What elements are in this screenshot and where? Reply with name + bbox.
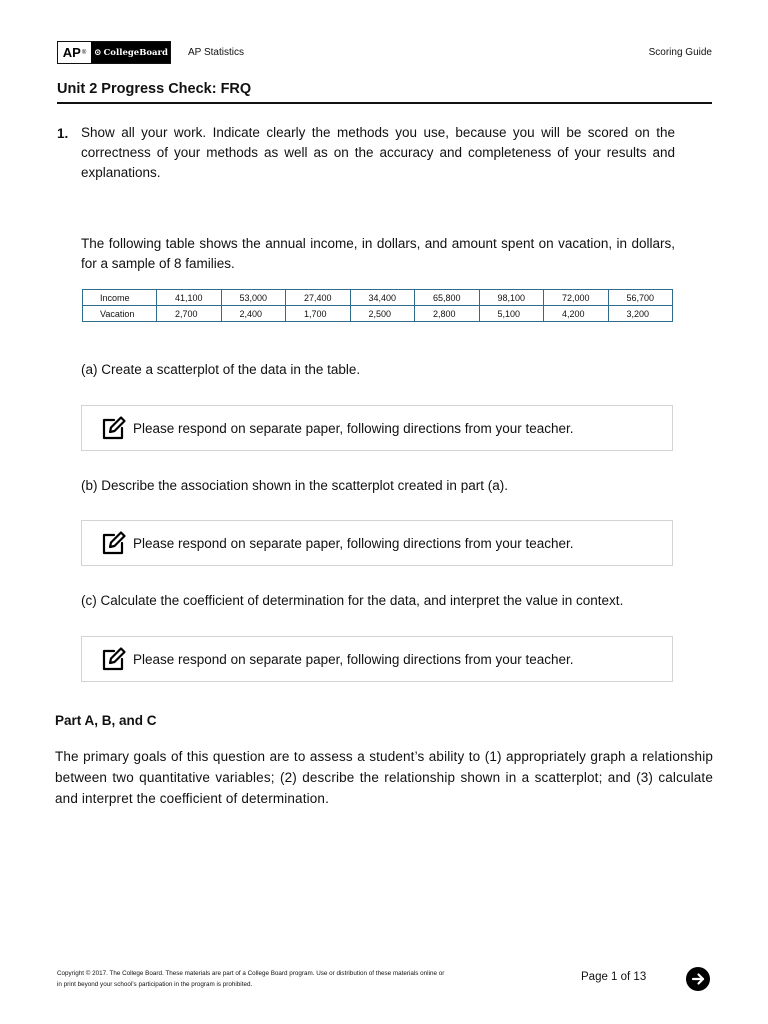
table-cell: 1,700 [286,306,351,322]
row-label: Income [83,290,157,306]
pencil-square-icon [101,415,127,441]
table-cell: 98,100 [479,290,544,306]
table-cell: 65,800 [415,290,480,306]
guide-label: Scoring Guide [648,47,712,58]
part-b-prompt: (b) Describe the association shown in the scatterplot created in part (a). [81,478,508,493]
data-table [82,289,673,322]
table-row-income [83,290,673,306]
table-cell: 2,500 [350,306,415,322]
row-label: Vacation [83,306,157,322]
part-c-response-box[interactable] [81,636,673,682]
table-cell: 2,800 [415,306,480,322]
table-cell: 56,700 [608,290,673,306]
page-title: Unit 2 Progress Check: FRQ [57,81,252,97]
pencil-square-icon [101,646,127,672]
part-a-prompt: (a) Create a scatterplot of the data in the table. [81,362,361,377]
copyright-notice: Copyright © 2017. The College Board. These materials are part of a College Board program. Use or distribution of these materials online or in print beyond your school’s participation in the program is prohibited. [57,970,445,988]
response-instruction: Please respond on separate paper, following directions from your teacher. [133,651,574,667]
table-cell: 34,400 [350,290,415,306]
table-cell: 5,100 [479,306,544,322]
acorn-icon: ⊙ [94,47,102,58]
response-instruction: Please respond on separate paper, following directions from your teacher. [133,535,574,551]
table-cell: 27,400 [286,290,351,306]
page-number: Page 1 of 13 [581,971,647,983]
table-row-vacation [83,306,673,322]
table-cell: 41,100 [157,290,222,306]
next-page-button[interactable] [686,967,710,991]
table-cell: 72,000 [544,290,609,306]
part-c-prompt: (c) Calculate the coefficient of determination for the data, and interpret the value in context. [81,593,624,608]
ap-logo: AP ® [58,42,91,63]
collegeboard-logo: ⊙ CollegeBoard [91,42,170,63]
table-cell: 3,200 [608,306,673,322]
question-number: 1. [57,126,69,141]
question-intro: The following table shows the annual income, in dollars, and amount spent on vacation, in dollars, for a sample of 8 families. [81,236,675,271]
course-name: AP Statistics [188,47,244,58]
table-cell: 2,400 [221,306,286,322]
scoring-heading: Part A, B, and C [55,713,157,728]
ap-collegeboard-logo [57,41,171,64]
table-cell: 2,700 [157,306,222,322]
scoring-goals: The primary goals of this question are to assess a student’s ability to (1) appropriately graph a relationship between two quantitative variables; (2) describe the relationship shown in a scatterplot; and (3) calculate and interpret the coefficient of determination. [55,749,713,806]
title-divider [57,102,712,104]
table-cell: 53,000 [221,290,286,306]
arrow-right-circle-icon [691,972,705,986]
part-a-response-box[interactable] [81,405,673,451]
question-instructions: Show all your work. Indicate clearly the methods you use, because you will be scored on the correctness of your methods as well as on the accuracy and completeness of your results and explanations. [81,125,675,180]
table-cell: 4,200 [544,306,609,322]
response-instruction: Please respond on separate paper, following directions from your teacher. [133,420,574,436]
part-b-response-box[interactable] [81,520,673,566]
pencil-square-icon [101,530,127,556]
